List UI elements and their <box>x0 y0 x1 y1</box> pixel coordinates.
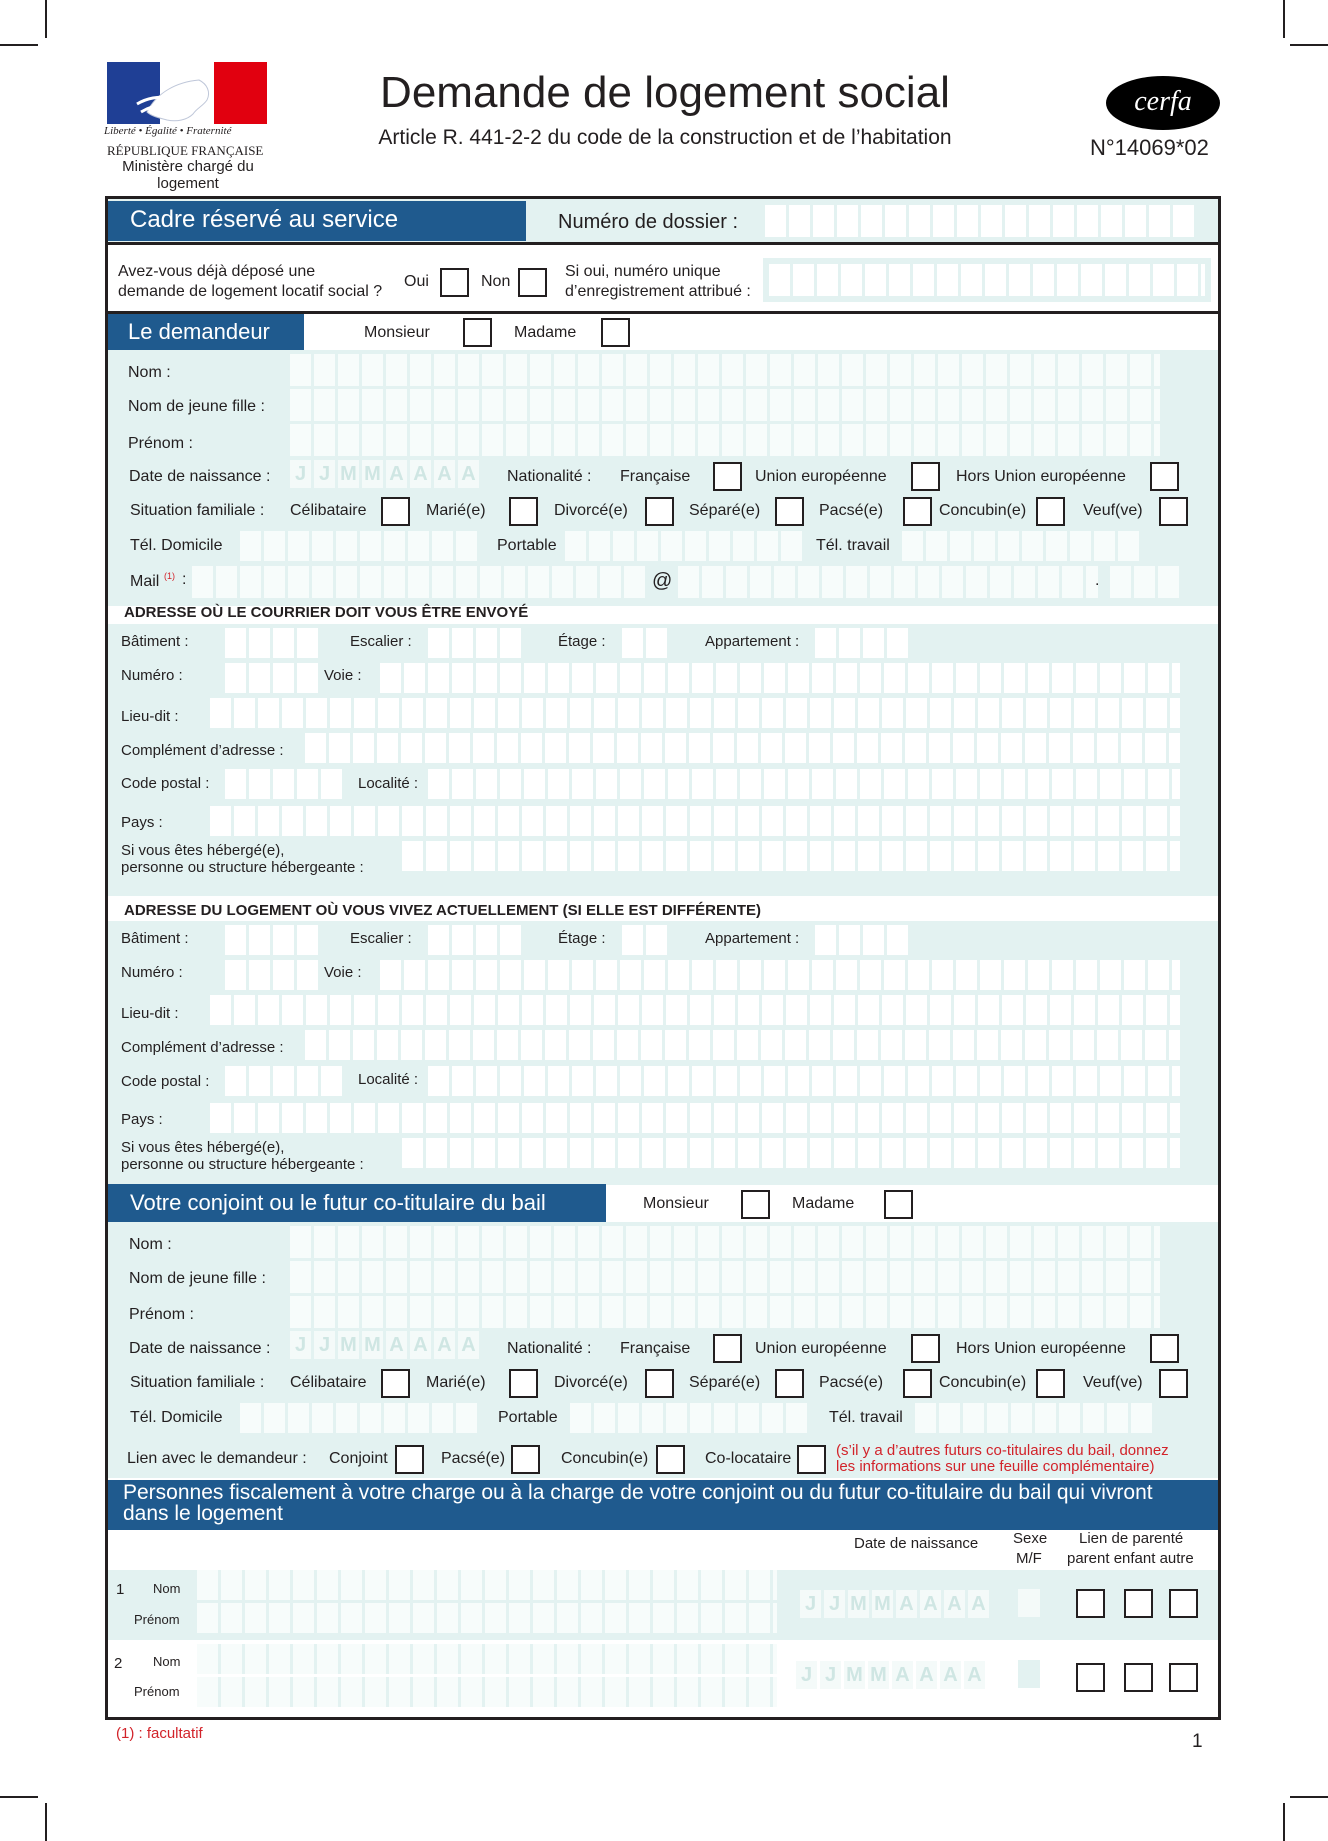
a2-lieu-dit-field[interactable] <box>210 995 1180 1025</box>
a2-escalier-field[interactable] <box>428 925 524 955</box>
a2-numero-label: Numéro : <box>121 964 183 981</box>
date-char: M <box>844 1661 865 1689</box>
page-title: Demande de logement social <box>380 68 950 117</box>
person-1-nom-field[interactable] <box>197 1570 777 1600</box>
ue-checkbox[interactable] <box>911 462 940 491</box>
conjoint-situation-label: Situation familiale : <box>130 1374 265 1391</box>
conjoint-nom-field[interactable] <box>290 1226 1160 1258</box>
date-char: M <box>338 460 359 488</box>
crop-mark <box>1283 0 1285 38</box>
conjoint-divorce-label: Divorcé(e) <box>554 1374 628 1391</box>
mail-label: Mail <box>130 573 160 590</box>
date-char: A <box>940 1661 961 1689</box>
date-char: M <box>362 1331 383 1359</box>
logo-motto: Liberté • Égalité • Fraternité <box>104 125 232 137</box>
a1-localite-label: Localité : <box>358 775 419 792</box>
nom-jf-field[interactable] <box>290 389 1160 421</box>
divorce-label: Divorcé(e) <box>554 502 628 519</box>
crop-mark <box>45 0 47 38</box>
hors-ue-checkbox[interactable] <box>1150 462 1179 491</box>
date-char: A <box>434 1331 455 1359</box>
a2-complement-label: Complément d’adresse : <box>121 1039 284 1056</box>
conjoint-ue-label: Union européenne <box>755 1340 887 1357</box>
conjoint-separe-checkbox[interactable] <box>775 1369 804 1398</box>
date-char: J <box>800 1590 821 1618</box>
date-char: A <box>410 1331 431 1359</box>
a1-pays-field[interactable] <box>210 806 1180 836</box>
conjoint-celibataire-label: Célibataire <box>290 1374 367 1391</box>
person-2-date-field[interactable] <box>796 1661 988 1689</box>
lien-concubin-checkbox[interactable] <box>656 1445 685 1474</box>
person-1-prenom-label: Prénom <box>134 1612 180 1627</box>
a2-etage-field[interactable] <box>622 925 670 955</box>
a1-etage-label: Étage : <box>558 633 606 650</box>
date-char: A <box>386 460 407 488</box>
madame-checkbox[interactable] <box>601 318 630 347</box>
a1-numero-label: Numéro : <box>121 667 183 684</box>
person-2-autre-checkbox[interactable] <box>1169 1663 1198 1692</box>
tel-travail-label: Tél. travail <box>816 537 890 554</box>
portable-field[interactable] <box>565 531 805 561</box>
a2-code-postal-field[interactable] <box>225 1066 345 1096</box>
person-2-prenom-field[interactable] <box>197 1677 777 1707</box>
nom-jf-label: Nom de jeune fille : <box>128 398 265 415</box>
a1-batiment-field[interactable] <box>225 628 321 658</box>
person-2-parent-checkbox[interactable] <box>1076 1663 1105 1692</box>
nationalite-label: Nationalité : <box>507 468 592 485</box>
person-2-number: 2 <box>114 1655 123 1672</box>
concubin-checkbox[interactable] <box>1036 497 1065 526</box>
conjoint-title: Votre conjoint ou le futur co-titulaire du bail <box>108 1184 606 1222</box>
date-char: J <box>824 1590 845 1618</box>
a2-batiment-label: Bâtiment : <box>121 930 189 947</box>
date-char: J <box>314 460 335 488</box>
conjoint-hors-ue-checkbox[interactable] <box>1150 1334 1179 1363</box>
situation-label: Situation familiale : <box>130 502 265 519</box>
crop-mark <box>1283 1803 1285 1841</box>
personnes-title-2: dans le logement <box>123 1502 283 1525</box>
conjoint-tel-travail-field[interactable] <box>915 1403 1155 1433</box>
ministry-line-1: Ministère chargé du <box>122 158 254 175</box>
conjoint-tel-domicile-label: Tél. Domicile <box>130 1409 223 1426</box>
conjoint-portable-field[interactable] <box>570 1403 810 1433</box>
celibataire-checkbox[interactable] <box>381 497 410 526</box>
monsieur-label: Monsieur <box>364 324 430 341</box>
separe-label: Séparé(e) <box>689 502 761 519</box>
date-char: A <box>458 1331 479 1359</box>
conjoint-marie-label: Marié(e) <box>426 1374 486 1391</box>
sexe-column-1: Sexe <box>1013 1530 1048 1547</box>
person-1-prenom-field[interactable] <box>197 1603 777 1633</box>
conjoint-nom-jf-label: Nom de jeune fille : <box>129 1270 266 1287</box>
person-2-nom-label: Nom <box>153 1654 181 1669</box>
date-char: A <box>434 460 455 488</box>
registration-number-field[interactable] <box>769 264 1205 296</box>
a2-numero-field[interactable] <box>225 960 321 990</box>
person-1-nom-label: Nom <box>153 1581 181 1596</box>
a2-batiment-field[interactable] <box>225 925 321 955</box>
previous-question-1: Avez-vous déjà déposé une <box>118 263 316 280</box>
service-title: Cadre réservé au service <box>108 201 526 241</box>
lien-pacse-checkbox[interactable] <box>511 1445 540 1474</box>
madame-label: Madame <box>514 324 577 341</box>
date-char: J <box>314 1331 335 1359</box>
date-char: A <box>964 1661 985 1689</box>
pacse-label: Pacsé(e) <box>819 502 884 519</box>
date-naissance-label: Date de naissance : <box>129 468 271 485</box>
ue-label: Union européenne <box>755 468 887 485</box>
at-sign: @ <box>652 570 673 592</box>
lien-column-1: Lien de parenté <box>1079 1530 1184 1547</box>
marie-checkbox[interactable] <box>509 497 538 526</box>
conjoint-divorce-checkbox[interactable] <box>645 1369 674 1398</box>
tel-domicile-label: Tél. Domicile <box>130 537 223 554</box>
a1-complement-field[interactable] <box>305 733 1180 763</box>
no-label: Non <box>481 273 511 290</box>
a1-complement-label: Complément d’adresse : <box>121 742 284 759</box>
a1-etage-field[interactable] <box>622 628 670 658</box>
conjoint-concubin-label: Concubin(e) <box>939 1374 1027 1391</box>
previous-question-2: demande de logement locatif social ? <box>118 283 383 300</box>
mail-domain-field[interactable] <box>678 566 1098 598</box>
hors-ue-label: Hors Union européenne <box>956 468 1126 485</box>
separe-checkbox[interactable] <box>775 497 804 526</box>
person-2-nom-field[interactable] <box>197 1644 777 1674</box>
lien-conjoint-label: Conjoint <box>329 1450 388 1467</box>
date-char: M <box>362 460 383 488</box>
celibataire-label: Célibataire <box>290 502 367 519</box>
prenom-field[interactable] <box>290 424 1160 456</box>
conjoint-date-field[interactable] <box>290 1331 482 1359</box>
person-1-sexe-field[interactable] <box>1018 1589 1040 1617</box>
conjoint-francaise-checkbox[interactable] <box>713 1334 742 1363</box>
prenom-label: Prénom : <box>128 435 193 452</box>
person-1-parent-checkbox[interactable] <box>1076 1589 1105 1618</box>
crop-mark <box>0 1796 38 1798</box>
conjoint-tel-domicile-field[interactable] <box>240 1403 480 1433</box>
a1-heberge-label-1: Si vous êtes hébergé(e), <box>121 842 285 859</box>
a2-heberge-label-1: Si vous êtes hébergé(e), <box>121 1139 285 1156</box>
address2-title: ADRESSE DU LOGEMENT OÙ VOUS VIVEZ ACTUELLEMENT (SI ELLE EST DIFFÉRENTE) <box>124 902 761 919</box>
date-char: J <box>290 1331 311 1359</box>
a1-appartement-label: Appartement : <box>705 633 800 650</box>
lien-note-2: les informations sur une feuille complémentaire) <box>836 1458 1155 1475</box>
date-char: A <box>968 1590 989 1618</box>
sexe-column-2: M/F <box>1016 1550 1042 1567</box>
lien-concubin-label: Concubin(e) <box>561 1450 649 1467</box>
lien-note-1: (s’il y a d’autres futurs co-titulaires du bail, donnez <box>836 1442 1169 1459</box>
a2-appartement-label: Appartement : <box>705 930 800 947</box>
monsieur-checkbox[interactable] <box>463 318 492 347</box>
a1-code-postal-label: Code postal : <box>121 775 210 792</box>
yes-checkbox[interactable] <box>440 268 469 297</box>
conjoint-celibataire-checkbox[interactable] <box>381 1369 410 1398</box>
conjoint-francaise-label: Française <box>620 1340 691 1357</box>
conjoint-veuf-label: Veuf(ve) <box>1083 1374 1143 1391</box>
date-char: J <box>820 1661 841 1689</box>
person-1-number: 1 <box>116 1581 125 1598</box>
a1-voie-label: Voie : <box>324 667 362 684</box>
date-char: M <box>872 1590 893 1618</box>
lien-column-2: parent enfant autre <box>1067 1550 1194 1567</box>
a1-appartement-field[interactable] <box>815 628 911 658</box>
date-char: A <box>920 1590 941 1618</box>
portable-label: Portable <box>497 537 557 554</box>
a1-code-postal-field[interactable] <box>225 769 345 799</box>
date-char: A <box>944 1590 965 1618</box>
lien-conjoint-checkbox[interactable] <box>395 1445 424 1474</box>
nom-label: Nom : <box>128 364 171 381</box>
date-naissance-field[interactable] <box>290 460 482 488</box>
tel-domicile-field[interactable] <box>240 531 480 561</box>
conjoint-tel-travail-label: Tél. travail <box>829 1409 903 1426</box>
conjoint-madame-label: Madame <box>792 1195 855 1212</box>
conjoint-nationalite-label: Nationalité : <box>507 1340 592 1357</box>
a1-lieu-dit-field[interactable] <box>210 698 1180 728</box>
demandeur-title: Le demandeur <box>108 314 304 350</box>
crop-mark <box>0 44 38 46</box>
person-1-date-field[interactable] <box>800 1590 992 1618</box>
date-char: J <box>796 1661 817 1689</box>
conjoint-nom-jf-field[interactable] <box>290 1261 1160 1293</box>
a1-pays-label: Pays : <box>121 814 163 831</box>
conjoint-date-label: Date de naissance : <box>129 1340 271 1357</box>
a2-localite-label: Localité : <box>358 1071 419 1088</box>
marianne-logo <box>107 62 267 124</box>
form-number: N°14069*02 <box>1090 135 1209 160</box>
date-char: A <box>386 1331 407 1359</box>
marie-label: Marié(e) <box>426 502 486 519</box>
lien-colocataire-checkbox[interactable] <box>797 1445 826 1474</box>
crop-mark <box>1290 44 1328 46</box>
a2-voie-field[interactable] <box>380 960 1180 990</box>
a1-heberge-field[interactable] <box>402 841 1180 871</box>
a2-complement-field[interactable] <box>305 1030 1180 1060</box>
veuf-checkbox[interactable] <box>1159 497 1188 526</box>
lien-colocataire-label: Co-locataire <box>705 1450 792 1467</box>
mail-tld-field[interactable] <box>1110 566 1182 598</box>
conjoint-veuf-checkbox[interactable] <box>1159 1369 1188 1398</box>
registration-label-1: Si oui, numéro unique <box>565 263 721 280</box>
page-number: 1 <box>1192 1731 1203 1752</box>
a2-localite-field[interactable] <box>428 1066 1180 1096</box>
conjoint-monsieur-checkbox[interactable] <box>741 1190 770 1219</box>
a1-heberge-label-2: personne ou structure hébergeante : <box>121 859 364 876</box>
cerfa-logo-text: cerfa <box>1134 86 1192 117</box>
date-char: M <box>868 1661 889 1689</box>
a2-etage-label: Étage : <box>558 930 606 947</box>
logo-republique: RÉPUBLIQUE FRANÇAISE <box>107 143 264 158</box>
separator <box>108 242 1218 245</box>
personnes-title-1: Personnes fiscalement à votre charge ou à la charge de votre conjoint ou du futur co-titulaire du bail qui vivront <box>123 1481 1153 1504</box>
a1-voie-field[interactable] <box>380 663 1180 693</box>
mail-note: (1) <box>164 571 175 581</box>
a1-numero-field[interactable] <box>225 663 321 693</box>
conjoint-hors-ue-label: Hors Union européenne <box>956 1340 1126 1357</box>
a2-appartement-field[interactable] <box>815 925 911 955</box>
a2-heberge-label-2: personne ou structure hébergeante : <box>121 1156 364 1173</box>
crop-mark <box>1290 1796 1328 1798</box>
a2-escalier-label: Escalier : <box>350 930 412 947</box>
pacse-checkbox[interactable] <box>903 497 932 526</box>
person-2-sexe-field[interactable] <box>1018 1660 1040 1688</box>
francaise-label: Française <box>620 468 691 485</box>
conjoint-ue-checkbox[interactable] <box>911 1334 940 1363</box>
conjoint-prenom-label: Prénom : <box>129 1306 194 1323</box>
conjoint-prenom-field[interactable] <box>290 1296 1160 1328</box>
conjoint-separe-label: Séparé(e) <box>689 1374 761 1391</box>
conjoint-madame-checkbox[interactable] <box>884 1190 913 1219</box>
crop-mark <box>45 1803 47 1841</box>
conjoint-monsieur-label: Monsieur <box>643 1195 709 1212</box>
mail-colon: : <box>182 571 187 588</box>
a1-localite-field[interactable] <box>428 769 1180 799</box>
lien-pacse-label: Pacsé(e) <box>441 1450 506 1467</box>
conjoint-nom-label: Nom : <box>129 1236 172 1253</box>
a2-voie-label: Voie : <box>324 964 362 981</box>
veuf-label: Veuf(ve) <box>1083 502 1143 519</box>
a2-code-postal-label: Code postal : <box>121 1073 210 1090</box>
page-subtitle: Article R. 441-2-2 du code de la construction et de l’habitation <box>378 126 952 149</box>
date-char: A <box>410 460 431 488</box>
a2-pays-label: Pays : <box>121 1111 163 1128</box>
date-char: A <box>916 1661 937 1689</box>
conjoint-portable-label: Portable <box>498 1409 558 1426</box>
lien-label: Lien avec le demandeur : <box>127 1450 307 1467</box>
concubin-label: Concubin(e) <box>939 502 1027 519</box>
mail-dot: . <box>1095 572 1100 589</box>
a1-escalier-label: Escalier : <box>350 633 412 650</box>
a2-lieu-dit-label: Lieu-dit : <box>121 1005 179 1022</box>
francaise-checkbox[interactable] <box>713 462 742 491</box>
nom-field[interactable] <box>290 354 1160 386</box>
divorce-checkbox[interactable] <box>645 497 674 526</box>
address1-title: ADRESSE OÙ LE COURRIER DOIT VOUS ÊTRE ENVOYÉ <box>124 604 529 621</box>
conjoint-marie-checkbox[interactable] <box>509 1369 538 1398</box>
registration-label-2: d’enregistrement attribué : <box>565 283 751 300</box>
date-char: A <box>896 1590 917 1618</box>
a1-escalier-field[interactable] <box>428 628 524 658</box>
tel-travail-field[interactable] <box>902 531 1142 561</box>
conjoint-pacse-label: Pacsé(e) <box>819 1374 884 1391</box>
person-2-enfant-checkbox[interactable] <box>1124 1663 1153 1692</box>
conjoint-pacse-checkbox[interactable] <box>903 1369 932 1398</box>
dossier-number-field[interactable] <box>765 205 1197 237</box>
mail-user-field[interactable] <box>192 566 648 598</box>
a2-pays-field[interactable] <box>210 1103 1180 1133</box>
a1-lieu-dit-label: Lieu-dit : <box>121 708 179 725</box>
date-char: A <box>892 1661 913 1689</box>
person-2-prenom-label: Prénom <box>134 1684 180 1699</box>
dossier-label: Numéro de dossier : <box>558 211 739 233</box>
date-char: M <box>848 1590 869 1618</box>
date-char: M <box>338 1331 359 1359</box>
ministry-line-2: logement <box>157 175 219 192</box>
date-char: A <box>458 460 479 488</box>
yes-label: Oui <box>404 273 429 290</box>
date-naissance-column: Date de naissance <box>854 1535 979 1552</box>
a2-heberge-field[interactable] <box>402 1138 1180 1168</box>
a1-batiment-label: Bâtiment : <box>121 633 189 650</box>
person-1-enfant-checkbox[interactable] <box>1124 1589 1153 1618</box>
person-1-autre-checkbox[interactable] <box>1169 1589 1198 1618</box>
date-char: J <box>290 460 311 488</box>
no-checkbox[interactable] <box>518 268 547 297</box>
footer-note: (1) : facultatif <box>116 1725 203 1742</box>
conjoint-concubin-checkbox[interactable] <box>1036 1369 1065 1398</box>
